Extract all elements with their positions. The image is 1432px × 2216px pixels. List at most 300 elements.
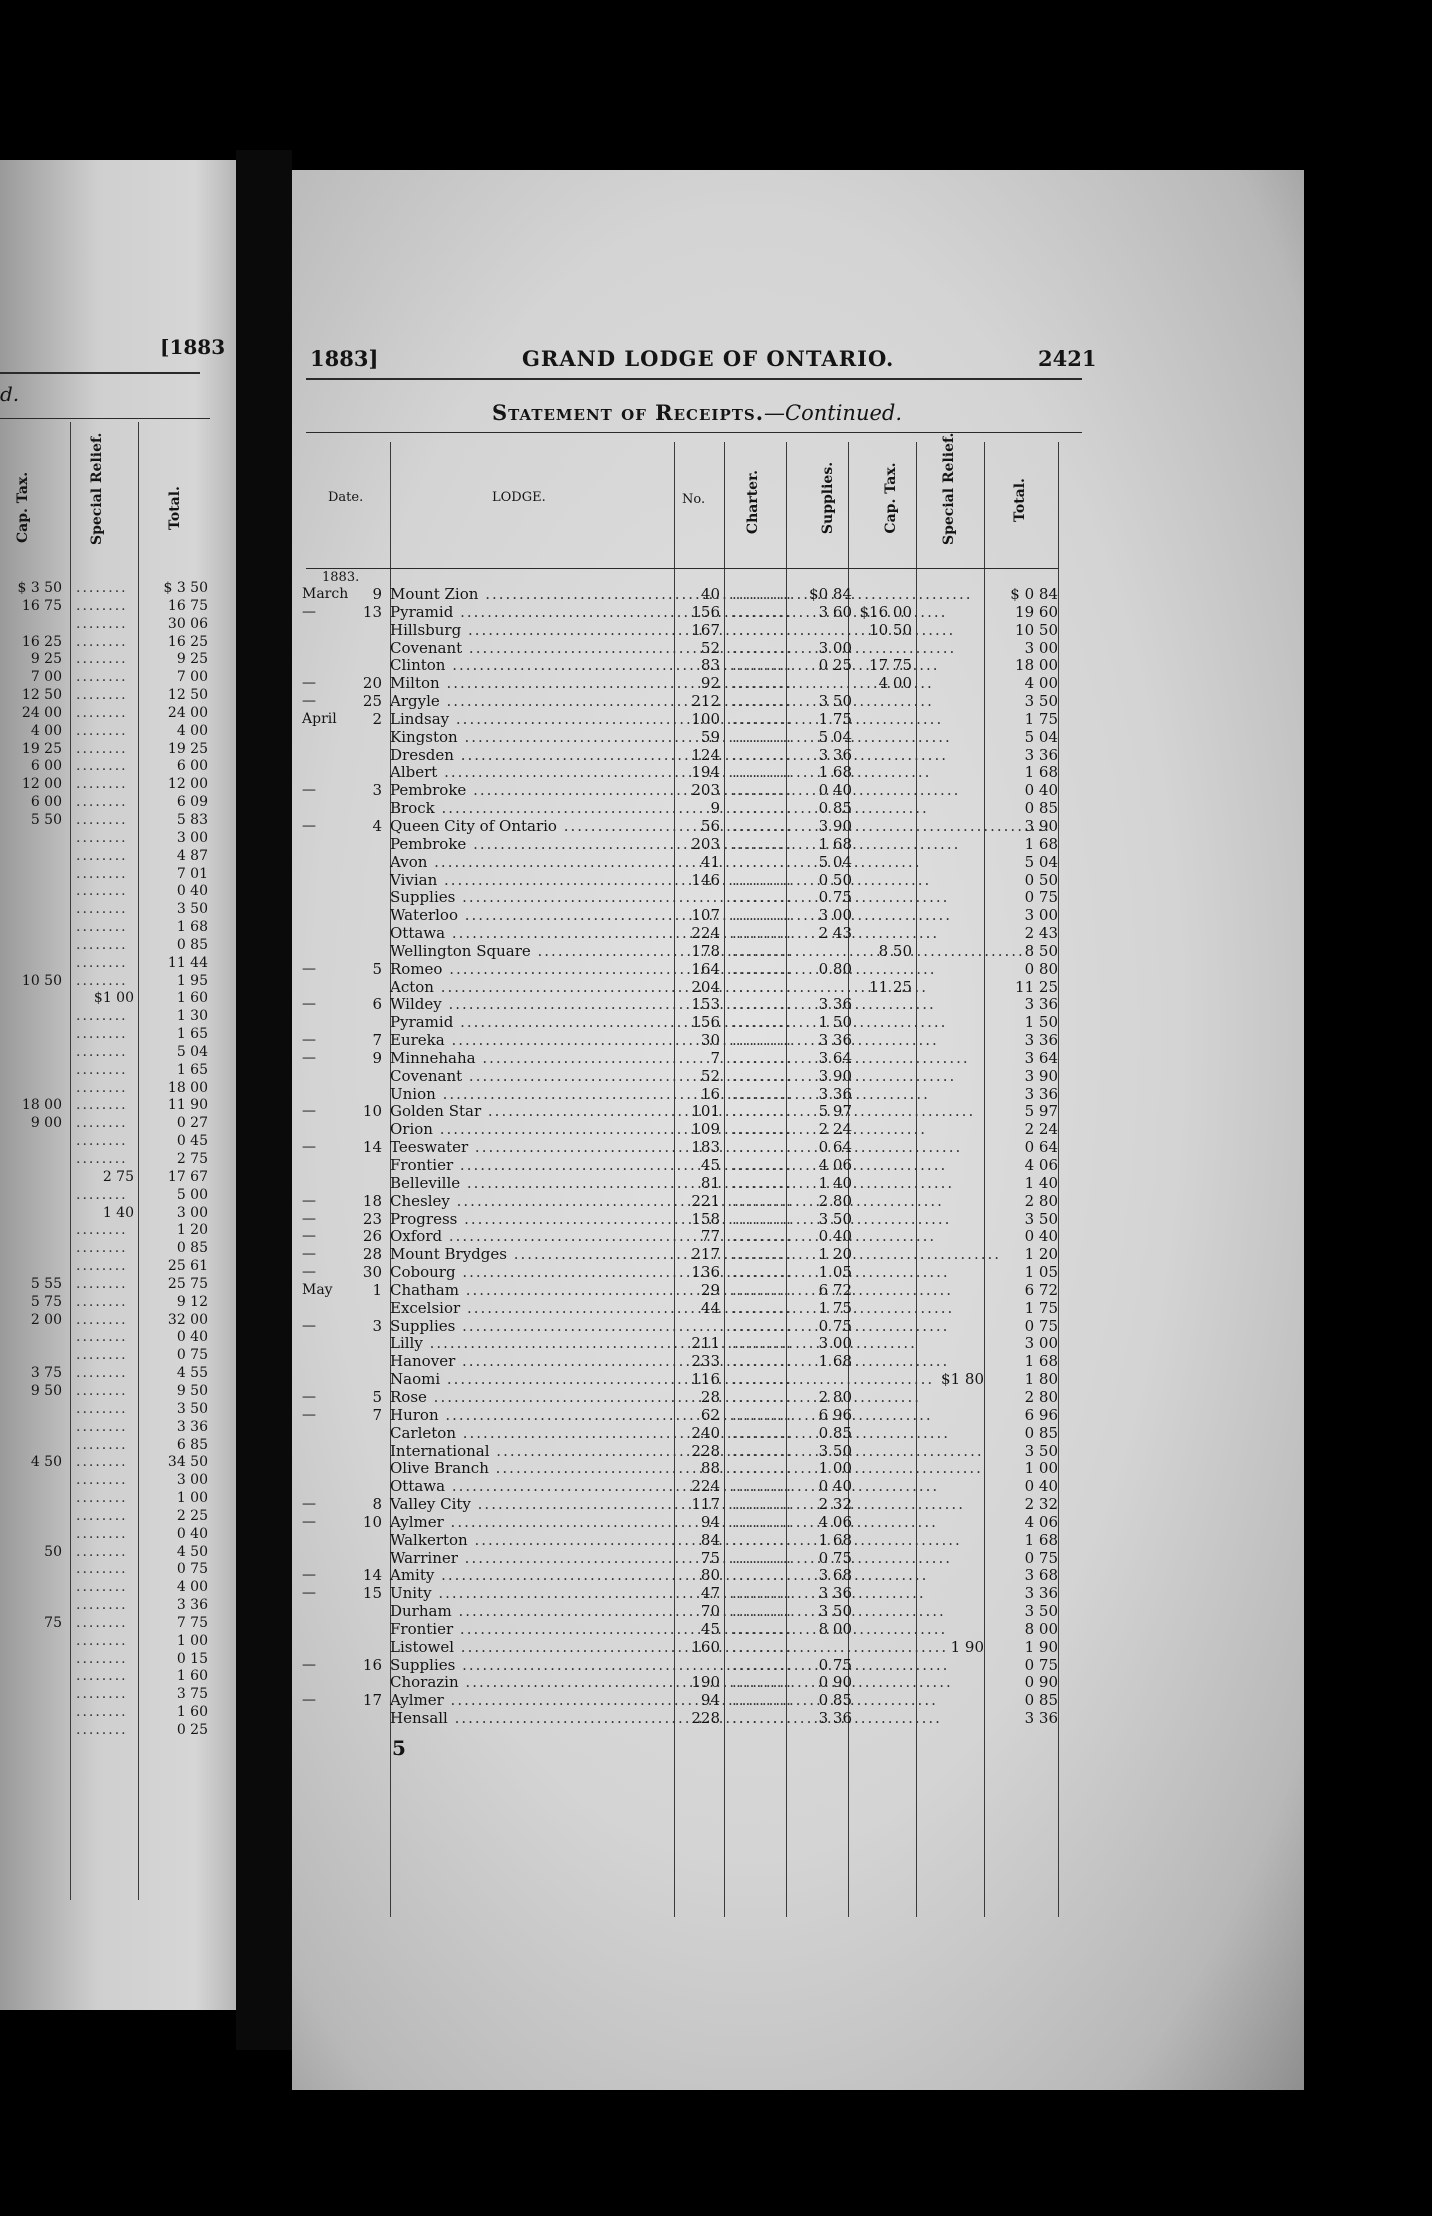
facing-table-row <box>0 634 244 652</box>
date-cell: — <box>302 1246 316 1263</box>
date-cell: — <box>302 1496 316 1513</box>
table-row <box>292 836 1304 854</box>
supplies-cell: 5 97 <box>818 1102 852 1121</box>
folio-mark: 5 <box>392 1736 406 1760</box>
table-row <box>292 1050 1304 1068</box>
number-cell: 228 <box>691 1441 720 1460</box>
special-relief-cell: 1 90 <box>950 1637 984 1656</box>
day-cell: 26 <box>362 1227 382 1246</box>
table-row <box>292 1710 1304 1728</box>
lodge-cell: Argyle ..... <box>390 693 672 711</box>
lodge-cell: Walkerton ..... <box>390 1532 672 1550</box>
lodge-cell: Belleville ..... <box>390 1175 672 1193</box>
total-cell: 3 90 <box>1024 1066 1058 1085</box>
supplies-cell: 3 00 <box>818 638 852 657</box>
date-cell: — <box>302 1388 316 1405</box>
total-cell: 1 68 <box>1024 763 1058 782</box>
facing-leader-dots: ........ <box>76 1722 128 1738</box>
facing-table-row <box>0 1115 244 1133</box>
facing-cap-tax-cell: 24 00 <box>21 704 62 721</box>
lodge-cell: Progress ..... <box>390 1211 672 1229</box>
facing-table-row <box>0 776 244 794</box>
facing-total-cell: 24 00 <box>167 704 208 721</box>
total-cell: 19 60 <box>1015 602 1058 621</box>
facing-table-row <box>0 1383 244 1401</box>
facing-leader-dots: ........ <box>76 919 128 936</box>
table-row <box>292 1371 1304 1389</box>
lodge-cell: Chesley ..... <box>390 1193 672 1211</box>
table-row <box>292 1621 1304 1639</box>
facing-table-row <box>0 990 244 1008</box>
facing-table-row <box>0 866 244 884</box>
lodge-cell: Queen City of Ontario ..... <box>390 818 672 836</box>
lodge-cell: Rose ..... <box>390 1389 672 1407</box>
table-row <box>292 1567 1304 1585</box>
table-row <box>292 925 1304 943</box>
facing-total-cell: 9 12 <box>176 1293 208 1310</box>
charter-leader-dots: ......... <box>732 1334 793 1353</box>
day-cell: 23 <box>362 1209 382 1228</box>
facing-total-cell: 12 50 <box>167 687 208 704</box>
table-row <box>292 1228 1304 1246</box>
facing-table-row <box>0 1080 244 1098</box>
facing-leader-dots: ........ <box>76 740 128 757</box>
table-row <box>292 889 1304 907</box>
lodge-cell: Teeswater ..... <box>390 1139 672 1157</box>
supplies-cell: 1 68 <box>818 834 852 853</box>
number-cell: 45 <box>700 1156 720 1174</box>
facing-leader-dots: ........ <box>76 1365 128 1382</box>
lodge-cell: Wildey ..... <box>390 996 672 1014</box>
supplies-cell: 1 05 <box>818 1263 852 1282</box>
facing-total-cell: 0 15 <box>176 1650 208 1667</box>
facing-leader-dots: ........ <box>76 1347 128 1364</box>
facing-leader-dots: ........ <box>76 1561 128 1578</box>
charter-leader-dots: ......... <box>732 1637 793 1656</box>
facing-cap-tax-header: Cap. Tax. <box>15 471 31 543</box>
number-cell: 52 <box>700 1066 720 1085</box>
number-cell: 212 <box>691 692 720 711</box>
lodge-cell: Hensall ..... <box>390 1710 672 1728</box>
table-row <box>292 1692 1304 1710</box>
table-row <box>292 1014 1304 1032</box>
lodge-cell: Aylmer ..... <box>390 1514 672 1532</box>
total-cell: 0 75 <box>1024 1548 1058 1567</box>
table-row <box>292 1246 1304 1264</box>
number-cell: 28 <box>700 1387 720 1406</box>
facing-cap-tax-cell: 4 50 <box>30 1454 62 1471</box>
table-row <box>292 1550 1304 1568</box>
col-header-cap-tax: Cap. Tax. <box>883 462 899 534</box>
facing-table-row <box>0 1312 244 1330</box>
number-cell: 16 <box>700 1084 720 1103</box>
lodge-cell: Naomi ..... <box>390 1371 672 1389</box>
total-cell: 1 68 <box>1024 1352 1058 1371</box>
facing-table-row <box>0 1686 244 1704</box>
date-cell: — <box>302 1264 316 1281</box>
facing-total-cell: $ 3 50 <box>163 580 208 596</box>
date-cell: — <box>302 603 316 620</box>
charter-leader-dots: ......... <box>732 852 793 871</box>
charter-leader-dots: ......... <box>732 1709 793 1728</box>
date-cell: — <box>302 1228 316 1245</box>
supplies-cell: 3 00 <box>818 1334 852 1353</box>
number-cell: 217 <box>691 1245 720 1264</box>
facing-leader-dots: ........ <box>76 1507 128 1524</box>
facing-cap-tax-cell: 12 50 <box>21 687 62 704</box>
col-header-charter: Charter. <box>745 469 761 535</box>
number-cell: 7 <box>710 1048 720 1067</box>
col-header-supplies: Supplies. <box>820 461 836 535</box>
date-cell: March <box>302 586 349 602</box>
facing-page-year: [1883 <box>160 335 226 359</box>
facing-leader-dots: ........ <box>76 1525 128 1542</box>
total-cell: 8 00 <box>1024 1619 1058 1638</box>
facing-total-cell: 0 85 <box>176 1240 208 1257</box>
lodge-cell: Albert ..... <box>390 764 672 782</box>
number-cell: 47 <box>700 1584 720 1603</box>
facing-table-row <box>0 669 244 687</box>
table-row <box>292 1603 1304 1621</box>
facing-total-cell: 0 40 <box>176 1329 208 1346</box>
facing-cap-tax-cell: 5 75 <box>30 1293 62 1310</box>
table-row <box>292 1496 1304 1514</box>
facing-table-row <box>0 1169 244 1187</box>
supplies-cell: 3 36 <box>818 1709 852 1728</box>
charter-leader-dots: ......... <box>732 1459 793 1478</box>
total-cell: 3 90 <box>1024 816 1058 835</box>
table-row <box>292 854 1304 872</box>
day-cell: 15 <box>362 1584 382 1603</box>
lodge-cell: Avon ..... <box>390 854 672 872</box>
charter-leader-dots: ......... <box>732 674 793 693</box>
table-row <box>292 1389 1304 1407</box>
number-cell: 70 <box>700 1602 720 1621</box>
facing-table-row <box>0 1222 244 1240</box>
supplies-cell: 0 64 <box>818 1138 852 1157</box>
supplies-cell: 0 75 <box>818 1316 852 1335</box>
lodge-cell: Golden Star ..... <box>390 1103 672 1121</box>
lodge-cell: Listowel ..... <box>390 1639 672 1657</box>
date-cell: — <box>302 693 316 710</box>
facing-cap-tax-cell: 6 00 <box>30 794 62 811</box>
facing-cap-tax-cell: 5 50 <box>30 811 62 828</box>
facing-total-cell: 1 30 <box>176 1008 208 1025</box>
number-cell: 156 <box>691 1013 720 1032</box>
supplies-cell: 6 96 <box>818 1405 852 1424</box>
facing-table-row <box>0 1133 244 1151</box>
lodge-cell: Unity ..... <box>390 1585 672 1603</box>
facing-leader-dots: ........ <box>76 1382 128 1399</box>
charter-leader-dots: ......... <box>732 745 793 764</box>
facing-table-row <box>0 687 244 705</box>
supplies-cell: 3 36 <box>818 995 852 1014</box>
facing-table-row <box>0 580 244 598</box>
total-cell: 3 36 <box>1024 1709 1058 1728</box>
total-cell: 6 72 <box>1024 1280 1058 1299</box>
facing-total-cell: 0 85 <box>176 936 208 953</box>
facing-leader-dots: ........ <box>76 1614 128 1631</box>
facing-table-row <box>0 919 244 937</box>
facing-leader-dots: ........ <box>76 1097 128 1114</box>
total-cell: 2 80 <box>1024 1191 1058 1210</box>
facing-total-cell: 3 50 <box>176 1400 208 1417</box>
facing-total-cell: 16 25 <box>167 633 208 650</box>
supplies-cell: 3 36 <box>818 1084 852 1103</box>
supplies-cell: 3 50 <box>818 1441 852 1460</box>
facing-leader-dots: ........ <box>76 847 128 864</box>
charter-leader-dots: ......... <box>732 1048 793 1067</box>
lodge-cell: Clinton ..... <box>390 657 672 675</box>
facing-table-row <box>0 705 244 723</box>
total-cell: 0 90 <box>1024 1673 1058 1692</box>
lodge-cell: Carleton ..... <box>390 1425 672 1443</box>
cap-tax-cell: 10 50 <box>869 620 912 639</box>
facing-total-cell: 7 75 <box>176 1614 208 1631</box>
total-cell: 18 00 <box>1015 656 1058 675</box>
supplies-cell: 3 00 <box>818 906 852 925</box>
facing-leader-dots: ........ <box>76 954 128 971</box>
facing-total-cell: 25 75 <box>167 1275 208 1292</box>
charter-leader-dots: ......... <box>732 692 793 711</box>
supplies-cell: 1 75 <box>818 709 852 728</box>
date-cell: — <box>302 782 316 799</box>
lodge-cell: International ..... <box>390 1443 672 1461</box>
total-cell: 3 64 <box>1024 1048 1058 1067</box>
table-row <box>292 1425 1304 1443</box>
charter-leader-dots: ......... <box>732 1173 793 1192</box>
total-cell: 0 85 <box>1024 1691 1058 1710</box>
charter-leader-dots: ......... <box>732 763 793 782</box>
facing-total-cell: 18 00 <box>167 1079 208 1096</box>
total-cell: 3 50 <box>1024 1441 1058 1460</box>
facing-table-row <box>0 1151 244 1169</box>
number-cell: 221 <box>691 1191 720 1210</box>
lodge-cell: Milton ..... <box>390 675 672 693</box>
facing-total-cell: 6 00 <box>176 758 208 775</box>
total-cell: 3 68 <box>1024 1566 1058 1585</box>
facing-table-row <box>0 1008 244 1026</box>
facing-table-row <box>0 598 244 616</box>
statement-continued: —Continued. <box>764 401 903 425</box>
supplies-cell: 0 90 <box>818 1673 852 1692</box>
facing-leader-dots: ........ <box>76 758 128 775</box>
charter-leader-dots: ......... <box>732 1031 793 1050</box>
date-cell: — <box>302 1317 316 1334</box>
facing-total-cell: 1 20 <box>176 1222 208 1239</box>
lodge-cell: Chorazin ..... <box>390 1674 672 1692</box>
facing-table-row <box>0 812 244 830</box>
number-cell: 167 <box>691 620 720 639</box>
lodge-cell: Covenant ..... <box>390 640 672 658</box>
supplies-cell: 5 04 <box>818 727 852 746</box>
facing-special-relief-cell: 1 40 <box>102 1204 134 1221</box>
facing-table-row <box>0 1205 244 1223</box>
lodge-cell: Amity ..... <box>390 1567 672 1585</box>
supplies-cell: 1 75 <box>818 1298 852 1317</box>
total-cell: 1 20 <box>1024 1245 1058 1264</box>
table-row <box>292 675 1304 693</box>
facing-leader-dots: ........ <box>76 1400 128 1417</box>
charter-leader-dots: ......... <box>732 834 793 853</box>
facing-total-cell: 1 65 <box>176 1026 208 1043</box>
facing-total-cell: 1 65 <box>176 1061 208 1078</box>
cap-tax-cell: 17 75 <box>869 656 912 675</box>
facing-cap-tax-cell: $ 3 50 <box>17 580 62 596</box>
table-row <box>292 1585 1304 1603</box>
supplies-cell: 3 36 <box>818 1031 852 1050</box>
lodge-cell: Durham ..... <box>390 1603 672 1621</box>
lodge-cell: Union ..... <box>390 1086 672 1104</box>
day-cell: 7 <box>372 1031 382 1050</box>
supplies-cell: 5 04 <box>818 852 852 871</box>
facing-leader-dots: ........ <box>76 1222 128 1239</box>
number-cell: 204 <box>691 977 720 996</box>
total-cell: 3 50 <box>1024 692 1058 711</box>
facing-total-cell: 7 00 <box>176 669 208 686</box>
facing-leader-dots: ........ <box>76 669 128 686</box>
total-cell: 1 40 <box>1024 1173 1058 1192</box>
charter-leader-dots: ......... <box>732 1209 793 1228</box>
day-cell: 16 <box>362 1655 382 1674</box>
charter-leader-dots: ......... <box>732 1138 793 1157</box>
facing-table-row <box>0 651 244 669</box>
charter-leader-dots: ......... <box>732 799 793 818</box>
supplies-cell: 3 36 <box>818 1584 852 1603</box>
charter-leader-dots: ......... <box>732 1316 793 1335</box>
table-row <box>292 1157 1304 1175</box>
facing-total-cell: 30 06 <box>167 615 208 632</box>
facing-leader-dots: ........ <box>76 1258 128 1275</box>
supplies-cell: 0 75 <box>818 1655 852 1674</box>
col-header-lodge: LODGE. <box>492 490 546 505</box>
facing-total-cell: 9 25 <box>176 651 208 668</box>
facing-total-header: Total. <box>167 486 183 530</box>
facing-leader-dots: ........ <box>76 1668 128 1685</box>
facing-leader-dots: ........ <box>76 1686 128 1703</box>
facing-total-cell: 5 83 <box>176 811 208 828</box>
charter-leader-dots: ......... <box>732 1602 793 1621</box>
lodge-cell: Supplies ..... <box>390 889 672 907</box>
lodge-cell: Romeo ..... <box>390 961 672 979</box>
day-cell: 20 <box>362 674 382 693</box>
charter-leader-dots: ......... <box>732 1441 793 1460</box>
facing-table-row <box>0 1633 244 1651</box>
facing-leader-dots: ........ <box>76 687 128 704</box>
facing-leader-dots: ........ <box>76 883 128 900</box>
facing-cap-tax-cell: 6 00 <box>30 758 62 775</box>
number-cell: 124 <box>691 745 720 764</box>
charter-leader-dots: ......... <box>732 1691 793 1710</box>
table-row <box>292 1032 1304 1050</box>
cap-tax-cell: $16 00 <box>859 602 912 621</box>
facing-total-cell: 0 75 <box>176 1561 208 1578</box>
facing-total-cell: 32 00 <box>167 1311 208 1328</box>
total-cell: 3 50 <box>1024 1602 1058 1621</box>
facing-table-row <box>0 1722 244 1740</box>
table-row <box>292 1639 1304 1657</box>
day-cell: 28 <box>362 1245 382 1264</box>
facing-table-row <box>0 1258 244 1276</box>
charter-leader-dots: ......... <box>732 1280 793 1299</box>
charter-leader-dots: ......... <box>732 1566 793 1585</box>
table-row <box>292 1139 1304 1157</box>
facing-leader-dots: ........ <box>76 615 128 632</box>
table-row <box>292 782 1304 800</box>
total-cell: 2 80 <box>1024 1387 1058 1406</box>
facing-leader-dots: ........ <box>76 776 128 793</box>
facing-cap-tax-cell: 10 50 <box>21 972 62 989</box>
total-cell: 5 04 <box>1024 727 1058 746</box>
lodge-cell: Pembroke ..... <box>390 836 672 854</box>
facing-total-cell: 11 90 <box>167 1097 208 1114</box>
facing-leader-dots: ........ <box>76 633 128 650</box>
lodge-cell: Dresden ..... <box>390 747 672 765</box>
table-row <box>292 979 1304 997</box>
total-cell: 4 06 <box>1024 1156 1058 1174</box>
facing-leader-dots: ........ <box>76 1151 128 1167</box>
number-cell: 117 <box>691 1495 720 1514</box>
facing-table-row <box>0 955 244 973</box>
facing-table-row <box>0 1062 244 1080</box>
lodge-cell: Warriner ..... <box>390 1550 672 1568</box>
table-row <box>292 961 1304 979</box>
facing-total-cell: 6 09 <box>176 794 208 811</box>
facing-leader-dots: ........ <box>76 1418 128 1435</box>
table-row <box>292 872 1304 890</box>
charter-leader-dots: ......... <box>732 1619 793 1638</box>
facing-leader-dots: ........ <box>76 1043 128 1060</box>
number-cell: 9 <box>710 799 720 818</box>
facing-table-row <box>0 1026 244 1044</box>
number-cell: 160 <box>691 1637 720 1656</box>
facing-table-row <box>0 1704 244 1722</box>
number-cell: 56 <box>700 816 720 835</box>
date-cell: — <box>302 1032 316 1049</box>
number-cell: 203 <box>691 834 720 853</box>
facing-leader-dots: ........ <box>76 580 128 596</box>
charter-leader-dots: ......... <box>732 816 793 835</box>
day-cell: 2 <box>372 709 382 728</box>
facing-total-cell: 0 45 <box>176 1133 208 1150</box>
number-cell: 40 <box>700 585 720 603</box>
charter-leader-dots: ......... <box>732 1370 793 1389</box>
charter-leader-dots: ......... <box>732 888 793 907</box>
date-cell: — <box>302 1513 316 1530</box>
number-cell: 194 <box>691 763 720 782</box>
facing-table-row <box>0 1490 244 1508</box>
facing-total-cell: 0 40 <box>176 1525 208 1542</box>
facing-page <box>0 160 244 2010</box>
facing-leader-dots: ........ <box>76 1454 128 1471</box>
cap-tax-cell: 11 25 <box>869 977 912 996</box>
total-cell: 2 24 <box>1024 1120 1058 1139</box>
year-label: 1883. <box>322 570 360 585</box>
lodge-cell: Supplies ..... <box>390 1657 672 1675</box>
table-row <box>292 622 1304 640</box>
facing-leader-dots: ........ <box>76 1079 128 1096</box>
facing-total-cell: 0 27 <box>176 1115 208 1132</box>
day-cell: 30 <box>362 1263 382 1282</box>
number-cell: 224 <box>691 924 720 943</box>
facing-leader-dots: ........ <box>76 1632 128 1649</box>
facing-total-cell: 19 25 <box>167 740 208 757</box>
charter-leader-dots: ......... <box>732 1191 793 1210</box>
table-row <box>292 1478 1304 1496</box>
facing-leader-dots: ........ <box>76 597 128 614</box>
facing-leader-dots: ........ <box>76 1061 128 1078</box>
supplies-cell: 3 64 <box>818 1048 852 1067</box>
